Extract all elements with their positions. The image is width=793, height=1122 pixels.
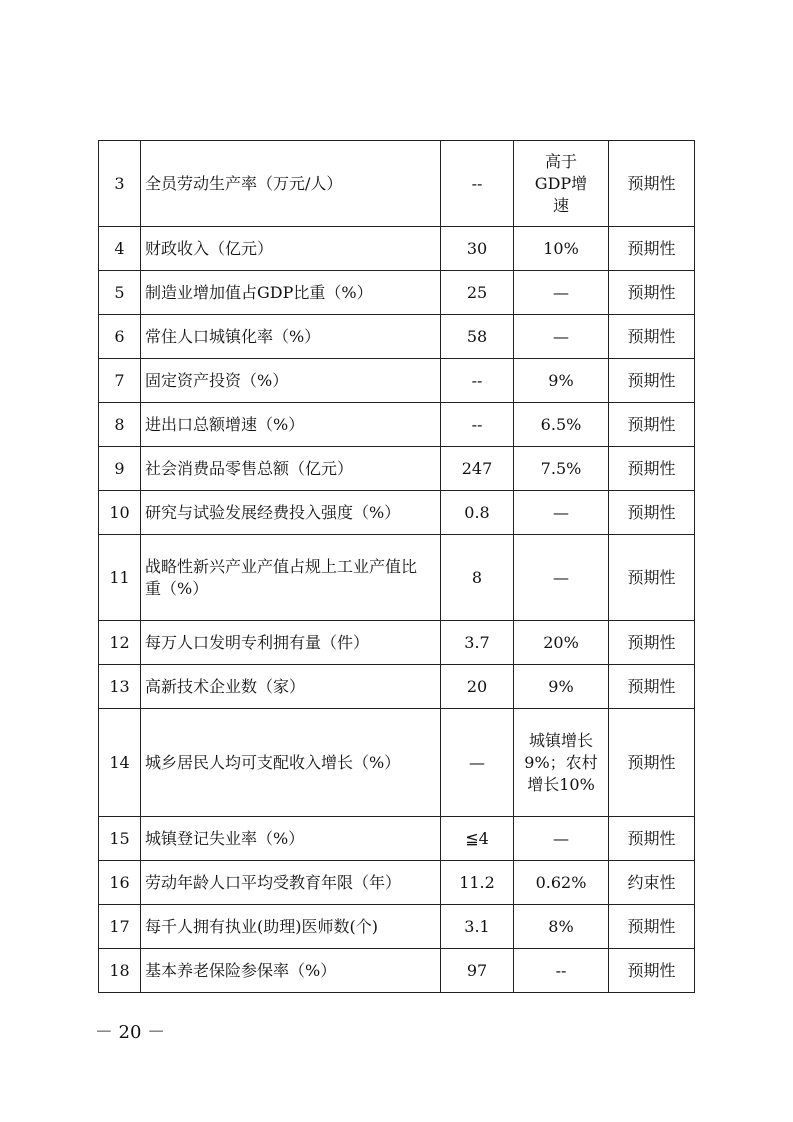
base-value: 58 bbox=[441, 315, 514, 359]
target-value: — bbox=[514, 817, 609, 861]
table-row bbox=[99, 447, 695, 491]
indicator-name: 每万人口发明专利拥有量（件） bbox=[141, 621, 441, 665]
row-number: 8 bbox=[99, 403, 141, 447]
row-number: 11 bbox=[99, 535, 141, 621]
base-value: 3.1 bbox=[441, 905, 514, 949]
base-value: 20 bbox=[441, 665, 514, 709]
target-value: 9% bbox=[514, 359, 609, 403]
row-number: 14 bbox=[99, 709, 141, 817]
table-row bbox=[99, 403, 695, 447]
indicator-attribute: 预期性 bbox=[609, 665, 695, 709]
indicator-attribute: 预期性 bbox=[609, 447, 695, 491]
row-number: 5 bbox=[99, 271, 141, 315]
target-value: 9% bbox=[514, 665, 609, 709]
table-row bbox=[99, 141, 695, 227]
row-number: 13 bbox=[99, 665, 141, 709]
row-number: 18 bbox=[99, 949, 141, 993]
indicator-attribute: 约束性 bbox=[609, 861, 695, 905]
target-value: — bbox=[514, 491, 609, 535]
indicator-attribute: 预期性 bbox=[609, 905, 695, 949]
table-row bbox=[99, 665, 695, 709]
indicator-attribute: 预期性 bbox=[609, 491, 695, 535]
table-row bbox=[99, 535, 695, 621]
table-row bbox=[99, 709, 695, 817]
indicator-name: 高新技术企业数（家） bbox=[141, 665, 441, 709]
indicator-attribute: 预期性 bbox=[609, 621, 695, 665]
base-value: -- bbox=[441, 359, 514, 403]
row-number: 4 bbox=[99, 227, 141, 271]
base-value: 11.2 bbox=[441, 861, 514, 905]
row-number: 6 bbox=[99, 315, 141, 359]
indicators-table bbox=[98, 140, 695, 993]
row-number: 3 bbox=[99, 141, 141, 227]
indicator-name: 研究与试验发展经费投入强度（%） bbox=[141, 491, 441, 535]
indicator-attribute: 预期性 bbox=[609, 709, 695, 817]
indicator-name: 城乡居民人均可支配收入增长（%） bbox=[141, 709, 441, 817]
base-value: ≦4 bbox=[441, 817, 514, 861]
indicator-attribute: 预期性 bbox=[609, 271, 695, 315]
table-row bbox=[99, 227, 695, 271]
target-value: 城镇增长9%；农村增长10% bbox=[514, 709, 609, 817]
target-value: 8% bbox=[514, 905, 609, 949]
indicator-attribute: 预期性 bbox=[609, 141, 695, 227]
indicator-name: 进出口总额增速（%） bbox=[141, 403, 441, 447]
target-value: — bbox=[514, 271, 609, 315]
base-value: 30 bbox=[441, 227, 514, 271]
target-value: 20% bbox=[514, 621, 609, 665]
indicator-name: 基本养老保险参保率（%） bbox=[141, 949, 441, 993]
table-row bbox=[99, 491, 695, 535]
row-number: 10 bbox=[99, 491, 141, 535]
target-value: 6.5% bbox=[514, 403, 609, 447]
indicator-name: 常住人口城镇化率（%） bbox=[141, 315, 441, 359]
target-value: 7.5% bbox=[514, 447, 609, 491]
target-value: — bbox=[514, 315, 609, 359]
row-number: 7 bbox=[99, 359, 141, 403]
indicator-attribute: 预期性 bbox=[609, 817, 695, 861]
base-value: -- bbox=[441, 141, 514, 227]
indicator-name: 劳动年龄人口平均受教育年限（年） bbox=[141, 861, 441, 905]
base-value: 0.8 bbox=[441, 491, 514, 535]
page-number: － 20 － bbox=[94, 1022, 166, 1043]
table-row bbox=[99, 315, 695, 359]
indicator-attribute: 预期性 bbox=[609, 315, 695, 359]
base-value: 3.7 bbox=[441, 621, 514, 665]
target-value: 0.62% bbox=[514, 861, 609, 905]
row-number: 17 bbox=[99, 905, 141, 949]
base-value: 247 bbox=[441, 447, 514, 491]
indicator-name: 每千人拥有执业(助理)医师数(个) bbox=[141, 905, 441, 949]
row-number: 9 bbox=[99, 447, 141, 491]
indicator-name: 全员劳动生产率（万元/人） bbox=[141, 141, 441, 227]
base-value: 8 bbox=[441, 535, 514, 621]
table-row bbox=[99, 861, 695, 905]
table-row bbox=[99, 817, 695, 861]
target-value: 高于GDP增速 bbox=[514, 141, 609, 227]
indicator-name: 城镇登记失业率（%） bbox=[141, 817, 441, 861]
table-row bbox=[99, 949, 695, 993]
base-value: — bbox=[441, 709, 514, 817]
target-value: 10% bbox=[514, 227, 609, 271]
table-row bbox=[99, 271, 695, 315]
indicator-attribute: 预期性 bbox=[609, 227, 695, 271]
table-row bbox=[99, 359, 695, 403]
row-number: 15 bbox=[99, 817, 141, 861]
target-value: — bbox=[514, 535, 609, 621]
target-value: -- bbox=[514, 949, 609, 993]
indicator-attribute: 预期性 bbox=[609, 535, 695, 621]
indicator-attribute: 预期性 bbox=[609, 359, 695, 403]
row-number: 16 bbox=[99, 861, 141, 905]
base-value: 97 bbox=[441, 949, 514, 993]
indicator-name: 固定资产投资（%） bbox=[141, 359, 441, 403]
indicator-attribute: 预期性 bbox=[609, 949, 695, 993]
table-row bbox=[99, 621, 695, 665]
table-row bbox=[99, 905, 695, 949]
indicator-name: 财政收入（亿元） bbox=[141, 227, 441, 271]
indicator-attribute: 预期性 bbox=[609, 403, 695, 447]
base-value: -- bbox=[441, 403, 514, 447]
row-number: 12 bbox=[99, 621, 141, 665]
indicator-name: 制造业增加值占GDP比重（%） bbox=[141, 271, 441, 315]
indicator-name: 战略性新兴产业产值占规上工业产值比重（%） bbox=[141, 535, 441, 621]
indicator-name: 社会消费品零售总额（亿元） bbox=[141, 447, 441, 491]
base-value: 25 bbox=[441, 271, 514, 315]
